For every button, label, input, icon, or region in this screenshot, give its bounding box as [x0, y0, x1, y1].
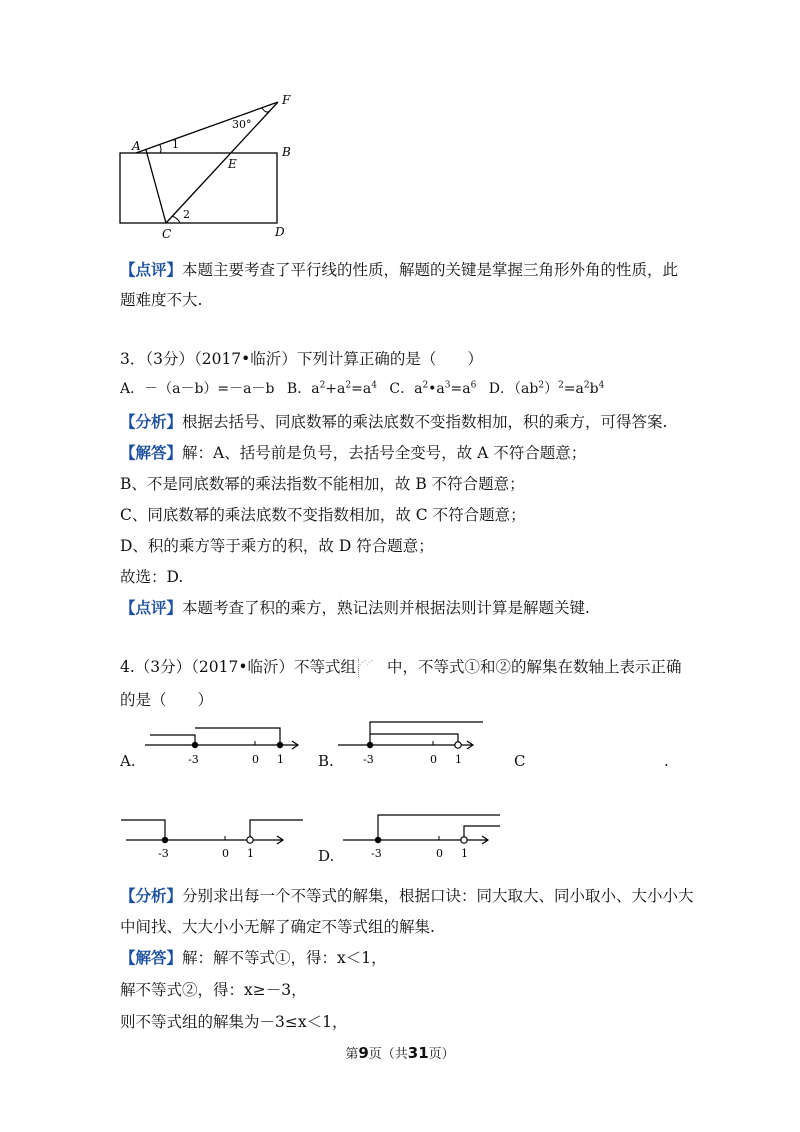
q4-header-line2: 的是（ ）	[120, 691, 214, 709]
q4-option-c-dot: .	[664, 752, 669, 770]
q4-header-line1: 4.（3分）（2017•临沂）不等式组 ⋰⋰ 中，不等式①和②的解集在数轴上表示正确	[120, 658, 682, 676]
q2-dianping-line1: 【点评】本题主要考查了平行线的性质，解题的关键是掌握三角形外角的性质，此	[120, 260, 679, 279]
svg-text:0: 0	[222, 847, 229, 860]
q4-line2: 解不等式②，得：x≥－3，	[120, 981, 307, 999]
q3-options: A．－（a－b）=－a－b B．$a^2+a^2=a^4$ C．$a^2•a^3=a^6$ D．$(ab^2)^2=a^2b^4$	[120, 380, 605, 397]
svg-text:0: 0	[252, 753, 259, 766]
q3-line-d: D、积的乘方等于乘方的积，故 D 符合题意；	[120, 537, 434, 555]
q3-dianping: 【点评】本题考查了积的乘方，熟记法则并根据法则计算是解题关键.	[120, 598, 590, 617]
inequality-system-image: ⋰⋰	[358, 659, 385, 677]
q3-line-c: C、同底数幂的乘法底数不变指数相加，故 C 不符合题意；	[120, 506, 526, 524]
q3-header: 3．（3分）（2017•临沂）下列计算正确的是（ ）	[120, 350, 483, 368]
q4-option-d-label: D.	[318, 847, 335, 865]
svg-text:-3: -3	[188, 753, 199, 766]
svg-text:1: 1	[455, 753, 462, 766]
q3-choice: 故选：D.	[120, 568, 184, 586]
label-d: D	[275, 225, 285, 239]
q3-line-b: B、不是同底数幂的乘法指数不能相加，故 B 不符合题意；	[120, 475, 525, 493]
svg-text:-3: -3	[363, 753, 374, 766]
line-af	[136, 102, 278, 153]
svg-text:-3: -3	[158, 847, 169, 860]
label-angle2: 2	[183, 208, 190, 221]
svg-text:0: 0	[430, 753, 437, 766]
label-e: E	[228, 157, 237, 171]
line-ac	[146, 150, 166, 223]
q4-fenxi-line2: 中间找、大大小小无解了确定不等式组的解集.	[120, 918, 435, 936]
label-angle1: 1	[172, 138, 179, 151]
svg-text:-3: -3	[371, 847, 382, 860]
svg-text:1: 1	[461, 847, 468, 860]
q4-jieda: 【解答】解：解不等式①，得：x＜1，	[120, 948, 387, 967]
q4-option-a-numberline	[140, 722, 320, 772]
q4-option-c-numberline	[118, 812, 308, 862]
q4-line3: 则不等式组的解集为－3≤x＜1，	[120, 1013, 348, 1031]
q4-option-d-numberline	[338, 810, 508, 862]
label-b: B	[282, 145, 291, 159]
label-angle30: 30°	[232, 118, 252, 131]
q3-jieda: 【解答】解：A、括号前是负号，去括号全变号，故 A 不符合题意；	[120, 443, 587, 462]
q3-fenxi: 【分析】根据去括号、同底数幂的乘法底数不变指数相加，积的乘方，可得答案.	[120, 412, 668, 431]
line-cf	[166, 102, 278, 223]
q2-dianping-line2: 题难度不大.	[120, 291, 203, 309]
page-footer: 第9页（共31页）	[345, 1044, 455, 1062]
q4-option-b-numberline	[335, 716, 490, 772]
q4-option-a-label: A.	[120, 752, 136, 770]
angle1-arc	[160, 145, 161, 153]
geometry-figure	[110, 90, 310, 240]
q4-fenxi-line1: 【分析】分别求出每一个不等式的解集，根据口诀：同大取大、同小取小、大小小大	[120, 886, 694, 905]
q4-option-b-label: B.	[318, 752, 334, 770]
q4-option-c-label: C	[514, 752, 526, 770]
angle30-arc	[262, 108, 270, 112]
label-a: A	[132, 139, 141, 153]
label-f: F	[282, 93, 291, 107]
svg-text:1: 1	[277, 753, 284, 766]
angle2-arc	[172, 216, 180, 223]
svg-text:0: 0	[436, 847, 443, 860]
svg-text:1: 1	[247, 847, 254, 860]
label-c: C	[162, 227, 172, 240]
